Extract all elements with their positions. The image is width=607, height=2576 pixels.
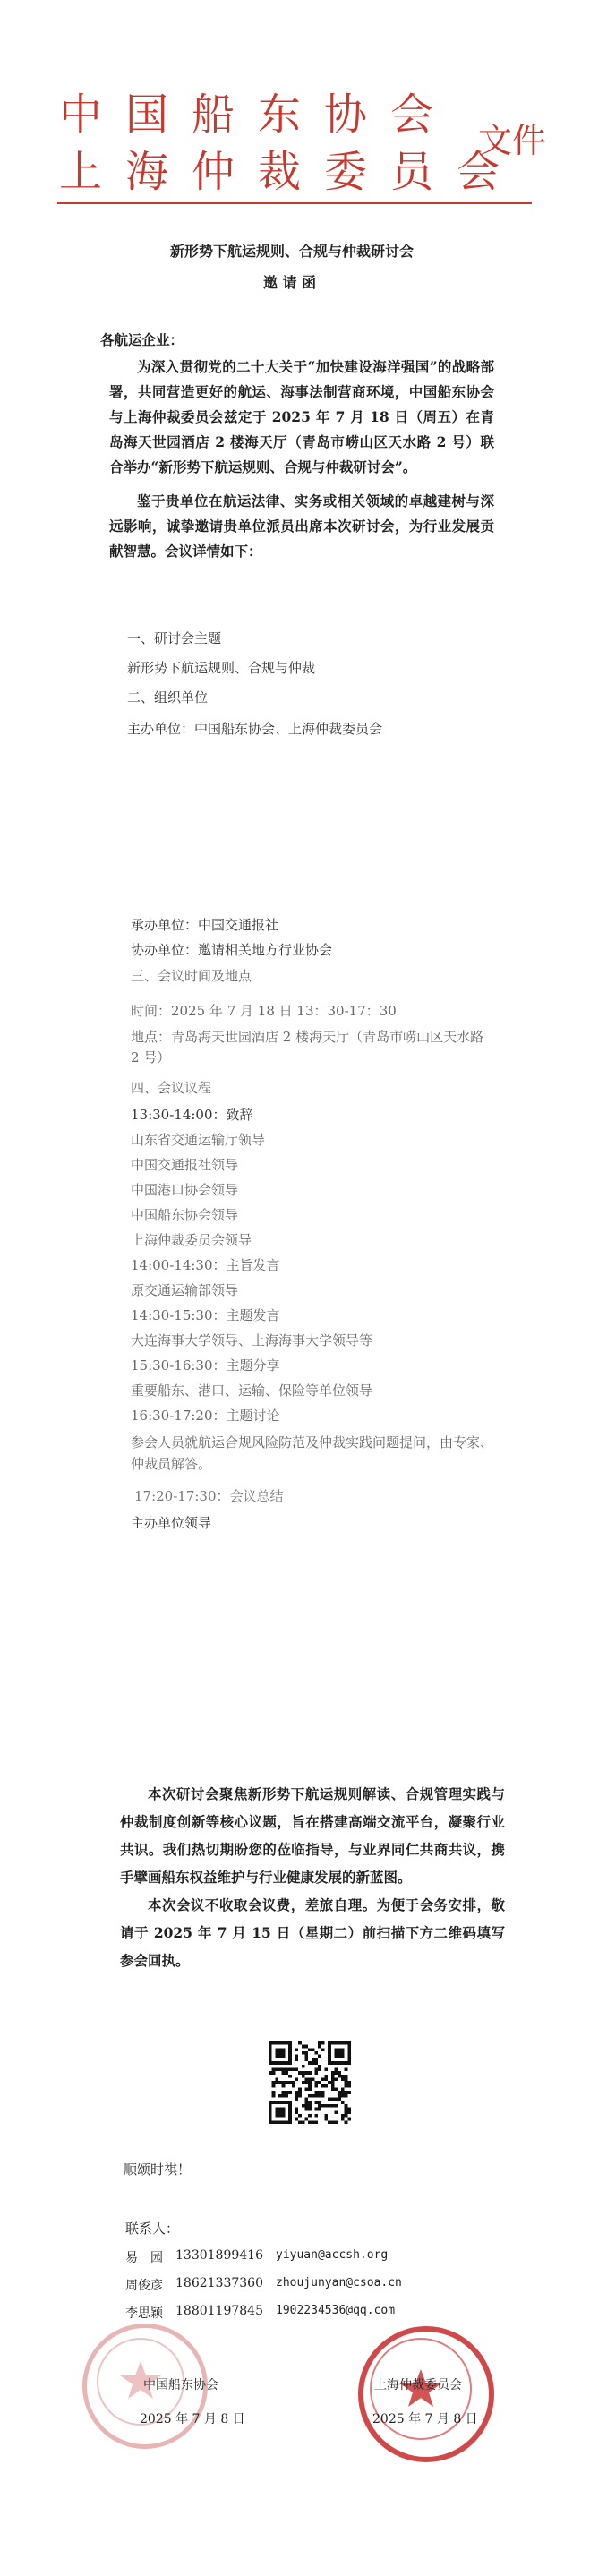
contact-name: 易 园 xyxy=(125,2251,163,2265)
co-organizer-text: 协办单位：邀请相关地方行业协会 xyxy=(131,942,333,958)
contact-email[interactable]: 1902234536@qq.com xyxy=(276,2304,396,2317)
signature-date-left: 2025 年 7 月 8 日 xyxy=(140,2412,245,2426)
place-text-1: 地点：青岛海天世园酒店 2 楼海天厅（青岛市崂山区天水路 xyxy=(131,1029,484,1045)
header-line-1: 中国船东协会 xyxy=(59,90,457,140)
contact-email[interactable]: zhoujunyan@csoa.cn xyxy=(276,2276,402,2289)
org-heading: 二、组织单位 xyxy=(127,689,209,706)
agenda-item: 重要船东、港口、运输、保险等单位领导 xyxy=(131,1382,373,1399)
place-text-2: 2 号） xyxy=(131,1049,171,1065)
signature-date-right: 2025 年 7 月 8 日 xyxy=(372,2412,478,2426)
page-subtitle: 邀 请 函 xyxy=(263,274,317,291)
closing-block xyxy=(120,1780,505,1974)
agenda-item: 中国船东协会领导 xyxy=(131,1207,239,1223)
signature-org-right: 上海仲裁委员会 xyxy=(374,2378,462,2392)
agenda-item: 中国交通报社领导 xyxy=(131,1157,239,1173)
regards-text: 顺颂时祺！ xyxy=(124,2161,192,2178)
host-text: 主办单位：中国船东协会、上海仲裁委员会 xyxy=(127,721,383,737)
header-rule xyxy=(57,202,532,204)
agenda-item: 15:30-16:30：主题分享 xyxy=(131,1357,280,1374)
discussion-note-2: 仲裁员解答。 xyxy=(131,1456,212,1472)
agenda-heading: 四、会议议程 xyxy=(131,1080,212,1096)
agenda-item: 16:30-17:20：主题讨论 xyxy=(131,1408,280,1424)
time-heading: 三、会议时间及地点 xyxy=(131,968,252,984)
contacts-heading: 联系人： xyxy=(125,2221,180,2237)
signature-org-left: 中国船东协会 xyxy=(143,2378,218,2392)
undertaker-text: 承办单位：中国交通报社 xyxy=(131,917,279,933)
agenda-item: 原交通运输部领导 xyxy=(131,1282,239,1298)
intro-paragraph-2: 鉴于贵单位在航运法律、实务或相关领域的卓越建树与深远影响，诚挚邀请贵单位派员出席本次研讨会，为行业发展贡献智慧。会议详情如下： xyxy=(109,492,494,560)
intro-paragraph-1: 为深入贯彻党的二十大关于“加快建设海洋强国”的战略部署，共同营造更好的航运、海事法制营商环境，中国船东协会与上海仲裁委员会兹定于 2025 年 7 月 18 日（周五）在青岛海天世园酒店 2 楼海天厅（青岛市崂山区天水路 2 号）联合举办“新形势下航运规则、合规与仲裁研讨会”。 xyxy=(109,358,494,475)
agenda-item: 中国港口协会领导 xyxy=(131,1182,239,1198)
arbitration-seal xyxy=(358,2326,494,2462)
intro-block xyxy=(109,355,494,564)
agenda-item: 13:30-14:00：致辞 xyxy=(131,1107,253,1123)
contact-email[interactable]: yiyuan@accsh.org xyxy=(276,2248,389,2262)
agenda-item: 上海仲裁委员会领导 xyxy=(131,1232,252,1248)
agenda-item: 山东省交通运输厅领导 xyxy=(131,1132,266,1148)
agenda-item: 14:30-15:30：主题发言 xyxy=(131,1307,280,1323)
closing-paragraph-2: 本次会议不收取会议费，差旅自理。为便于会务安排，敬请于 2025 年 7 月 15 日（星期二）前扫描下方二维码填写参会回执。 xyxy=(120,1896,505,1969)
contact-phone[interactable]: 18621337360 xyxy=(175,2276,263,2290)
agenda-item: 14:00-14:30：主旨发言 xyxy=(131,1257,280,1273)
theme-heading: 一、研讨会主题 xyxy=(127,630,222,646)
salutation: 各航运企业： xyxy=(100,331,184,348)
contact-name: 周俊彦 xyxy=(125,2279,163,2293)
summary-who: 主办单位领导 xyxy=(131,1515,212,1531)
closing-paragraph-1: 本次研讨会聚焦新形势下航运规则解读、合规管理实践与仲裁制度创新等核心议题，旨在搭建高端交流平台，凝聚行业共识。我们热切期盼您的莅临指导，与业界同仁共商共议，携手擘画船东权益维护与行业健康发展的新蓝图。 xyxy=(120,1785,505,1886)
contact-phone[interactable]: 13301899416 xyxy=(175,2248,263,2263)
header-doc-label: 文件 xyxy=(478,121,547,160)
summary-text: 17:20-17:30：会议总结 xyxy=(134,1488,284,1504)
contact-name: 李思颖 xyxy=(125,2306,163,2321)
time-text: 时间：2025 年 7 月 18 日 13：30-17：30 xyxy=(131,1003,397,1019)
discussion-note-1: 参会人员就航运合规风险防范及仲裁实践问题提问，由专家、 xyxy=(131,1434,494,1451)
page-title: 新形势下航运规则、合规与仲裁研讨会 xyxy=(170,243,415,260)
contact-phone[interactable]: 18801197845 xyxy=(175,2304,263,2318)
theme-text: 新形势下航运规则、合规与仲裁 xyxy=(127,660,316,676)
header-line-2: 上海仲裁委员会 xyxy=(59,147,524,197)
qr-code-icon[interactable] xyxy=(269,2041,351,2124)
agenda-item: 大连海事大学领导、上海海事大学领导等 xyxy=(131,1332,373,1348)
